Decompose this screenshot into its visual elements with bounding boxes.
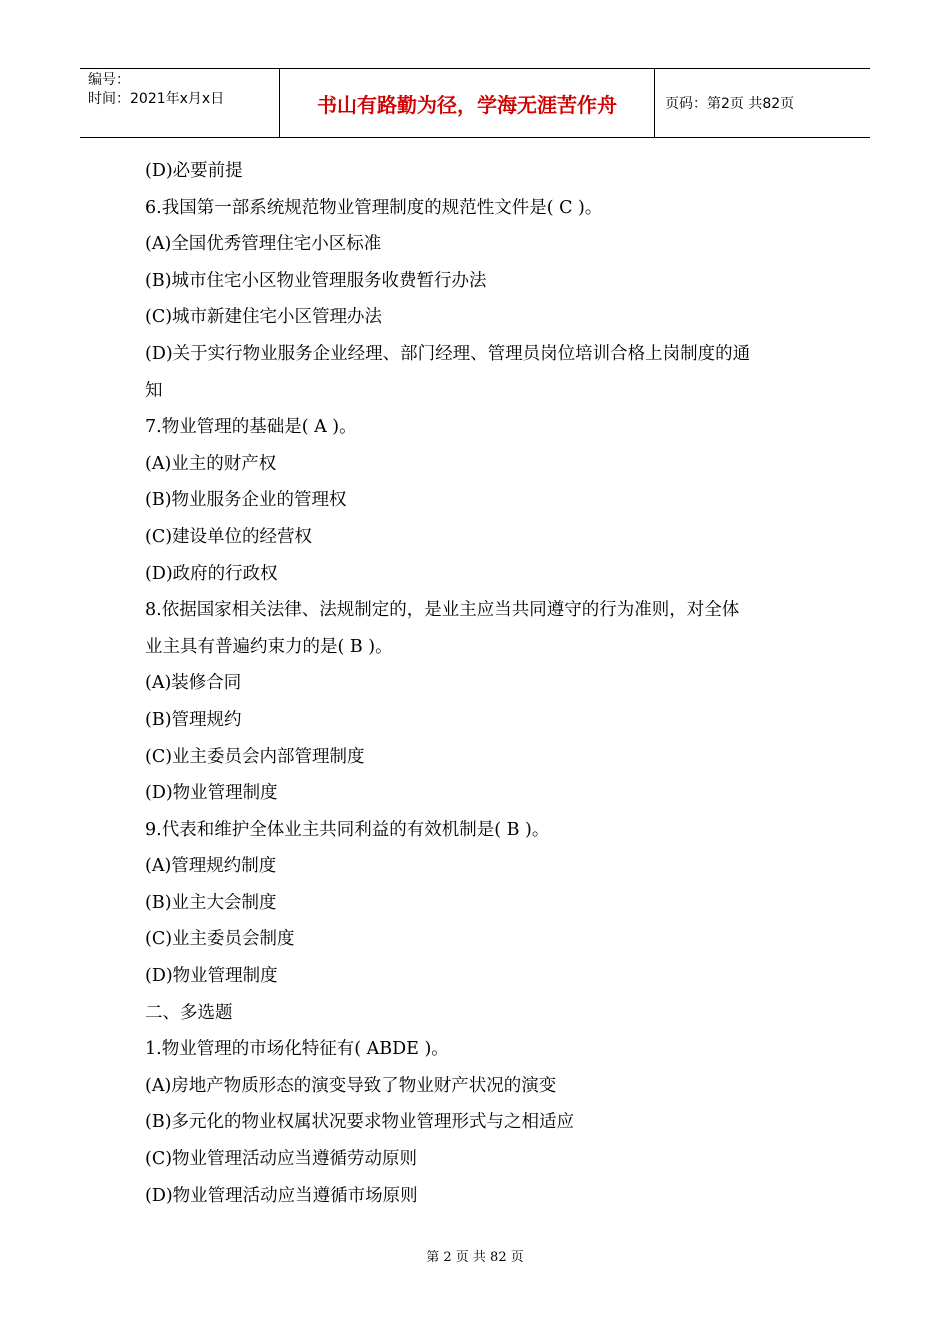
option-line: (C)业主委员会制度 [145, 929, 295, 950]
option-line: (B)城市住宅小区物业管理服务收费暂行办法 [145, 270, 487, 291]
option-line: (B)业主大会制度 [145, 892, 277, 913]
header-page-info: 页码：第2页 共82页 [665, 96, 795, 112]
option-line: (D)物业管理制度 [145, 966, 278, 987]
header-motto: 书山有路勤为径，学海无涯苦作舟 [280, 69, 655, 137]
doc-number-label: 编号： [88, 72, 130, 88]
question-6: 6.我国第一部系统规范物业管理制度的规范性文件是( C )。 [145, 197, 603, 218]
option-line: (D)物业管理制度 [145, 783, 278, 804]
option-line: (C)建设单位的经营权 [145, 526, 313, 547]
option-line: (C)城市新建住宅小区管理办法 [145, 307, 383, 328]
text-line: 业主具有普遍约束力的是( B )。 [145, 636, 393, 657]
option-line: (B)多元化的物业权属状况要求物业管理形式与之相适应 [145, 1112, 575, 1133]
option-line: (B)物业服务企业的管理权 [145, 490, 347, 511]
option-line: (D)物业管理活动应当遵循市场原则 [145, 1185, 418, 1206]
option-line: (A)业主的财产权 [145, 453, 277, 474]
option-line: (A)装修合同 [145, 673, 242, 694]
question-9: 9.代表和维护全体业主共同利益的有效机制是( B )。 [145, 819, 550, 840]
text-line: (D)必要前提 [145, 161, 243, 181]
option-line: (A)房地产物质形态的演变导致了物业财产状况的演变 [145, 1075, 557, 1096]
page-header [80, 68, 870, 138]
option-line: (C)业主委员会内部管理制度 [145, 746, 365, 767]
question-8: 8.依据国家相关法律、法规制定的，是业主应当共同遵守的行为准则，对全体 [145, 600, 740, 621]
option-line: (A)全国优秀管理住宅小区标准 [145, 234, 382, 255]
document-body [145, 153, 825, 1214]
header-meta [80, 69, 280, 137]
option-line: (A)管理规约制度 [145, 856, 277, 877]
question-7: 7.物业管理的基础是( A )。 [145, 417, 357, 438]
doc-time-label: 时间：2021年x月x日 [88, 91, 225, 107]
option-line: (D)关于实行物业服务企业经理、部门经理、管理员岗位培训合格上岗制度的通 [145, 343, 751, 364]
option-line: (C)物业管理活动应当遵循劳动原则 [145, 1149, 418, 1170]
option-line: (D)政府的行政权 [145, 563, 278, 584]
page-footer: 第 2 页 共 82 页 [426, 1250, 524, 1265]
option-line: (B)管理规约 [145, 709, 242, 730]
question-multi-1: 1.物业管理的市场化特征有( ABDE )。 [145, 1039, 449, 1060]
text-line: 知 [145, 380, 163, 401]
section-heading: 二、多选题 [145, 1002, 233, 1023]
